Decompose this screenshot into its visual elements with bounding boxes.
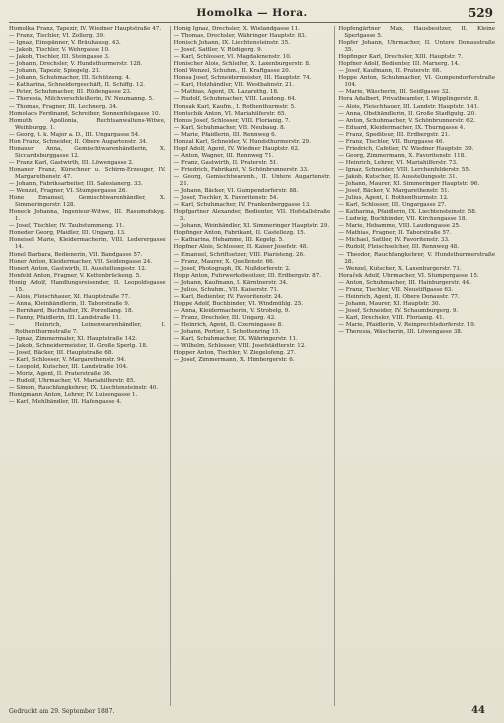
directory-entry: — Josef, Sattler, V. Rüdigerg. 9. — [173, 47, 263, 54]
directory-entry: Honfeld Anton, Fragner, V. Kettenbrückeng. 5. — [9, 272, 141, 279]
directory-entry: Horaček Adolf, Uhrmacher, VI. Stumpergasse 15. — [338, 272, 479, 279]
directory-entry: Hoppe Anton, Schuhmacher, VI. Gumpendorferstraße 104. — [338, 75, 496, 89]
directory-entry: — Johann, Schuhmacher, III. Schützeng. 4. — [9, 75, 131, 82]
directory-entry: — Karl, Drechsler, VIII. Florianig. 41. — [338, 314, 445, 321]
directory-entry: Hopfer Johann, Uhrmacher, II. Untere Donaustraße 35. — [338, 40, 496, 54]
directory-entry: — Karl, Bedienter, IV. Favoritenstr. 24. — [173, 293, 283, 300]
directory-entry: — Anna, Obsthändlerin, II. Große Stadtgutg. 20. — [338, 110, 476, 117]
directory-entry: — Ignaz, Einspänner, V. Bräuhausg. 43. — [9, 40, 121, 47]
directory-entry: — Wenzel, Fragner, VI. Stumpergasse 26. — [9, 188, 128, 195]
directory-entry: — Karl, Schlosser, III. Ungargasse 27. — [338, 202, 447, 209]
directory-entry: — Jakob, Tischler, V. Wehrgasse 10. — [9, 47, 110, 54]
directory-entry: — Eduard, Kleidermacher, IX. Thurngasse 4. — [338, 124, 466, 131]
directory-entry: — Marie, Pfaidlerin, III. Rennweg 6. — [173, 131, 277, 138]
directory-entry: Honaner Franz, Kürschner u. Schirm-Erzeuger, IV. Margarethenstr. 47. — [9, 166, 166, 180]
directory-entry: Hopfinger Karl, Drechsler, XIII. Hauptstr. 7. — [338, 54, 464, 61]
directory-entry: — Johann, Weinhändler, XI. Simmeringer Hauptstr. 29. — [173, 223, 330, 230]
directory-entry: — Josef, Tischler, X. Favoritenstr. 54. — [173, 195, 279, 202]
directory-entry: — Friedrich, Cafetier, IV. Wiedner Hauptstr. 39. — [338, 145, 474, 152]
directory-entry: Hoppe Adolf, Buchbinder, VI. Windmühlg. 25. — [173, 300, 304, 307]
directory-entry: — Jakob, Kutscher, II. Ausstellungsstr. 31. — [338, 173, 458, 180]
directory-entry: — Josef, Zimmermann, X. Himbergerstr. 6. — [173, 357, 295, 364]
directory-entry: Hone Emanuel, Gemischtwarenhändler, X. Simmeringerstr. 128. — [9, 195, 166, 209]
directory-entry: Hopfner Adolf, Bedienter, III. Marxerg. 14. — [338, 61, 460, 68]
directory-entry: — Georg, t. k. Major a. D., III. Ungargasse 54. — [9, 131, 140, 138]
directory-entry: — Katharina, Pfaidlerin, IX. Liechtensteinstr. 58. — [338, 209, 477, 216]
directory-entry: — Theodor, Rauchfangkehrer, V. Hundsthurmerstraße 28. — [338, 251, 496, 265]
directory-entry: Honisch Johann, IX. Liechtensteinstr. 35. — [173, 40, 290, 47]
directory-entry: — Josef, Tischler, IV. Taubstummeng. 11. — [9, 223, 125, 230]
directory-entry: — Franz Karl, Gastwirth, III. Löwengasse 2. — [9, 159, 134, 166]
print-date: Gedruckt am 29. September 1887. — [9, 708, 115, 715]
directory-entry: Honigmann Anton, Lehrer, IV. Luisengasse 1. — [9, 392, 138, 399]
directory-entry: Homolka Franz, Tapezir, IV. Wiedner Hauptstraße 47. — [9, 26, 162, 32]
directory-entry: — Johann, Maurer, XI. Hauptstr. 30. — [338, 300, 441, 307]
entry-columns — [9, 26, 495, 706]
directory-entry: — Thomas, Fragner, III. Lechnerg. 34. — [9, 103, 118, 110]
directory-entry: — Josef, Kaufmann, II. Praterstr. 68. — [338, 68, 442, 75]
directory-entry: — Georg, Gemischtwarenh., II. Untere Augartenstr. 21. — [173, 173, 331, 188]
directory-entry: Homuth Apollonia, Rechtsanwaltens-Witwe, Weihburgg. 1. — [9, 117, 166, 131]
directory-entry: Honischer Alois, Schleifer, X. Laxenburgerstr. 8. — [173, 61, 311, 68]
directory-entry: — Marie, Pfaidlerin, V. Reinprechtsdorferstr. 19. — [338, 321, 476, 328]
directory-entry: — Anton, Wagner, III. Rennweg 71. — [173, 152, 274, 159]
directory-entry: Honer Anton, Kleidermacher, VII. Seidengasse 24. — [9, 258, 153, 265]
directory-entry: Hopper Anton, Tischler, V. Ziegelofeng. 27. — [173, 350, 296, 357]
directory-entry: Honl Wenzel, Schuhm., II. Kraftgasse 20. — [173, 68, 291, 75]
directory-entry: — Wenzel, Kutscher, X. Laxenburgerstr. 71. — [338, 265, 462, 272]
directory-entry: Honus Josef, Schlosser, VIII. Florianig. 7. — [173, 117, 291, 124]
directory-entry: Hora Adalbert, Privatbeamter, I. Wipplingerstr. 8. — [338, 96, 480, 103]
directory-entry: — Anna, Kleinhändlerin, II. Taborstraße 9. — [9, 300, 130, 307]
directory-entry: — Simon, Rauchfangkehrer, IX. Liechtensteinstr. 40. — [9, 385, 159, 392]
running-title: Homolka — Hora. — [196, 7, 308, 19]
directory-entry: — Rudolf, Fleischselcher, III. Rennweg 48. — [338, 244, 459, 251]
page-number: 529 — [467, 6, 493, 20]
directory-entry: — Franz, Tischler, VII. Neustiftgasse 63. — [338, 286, 454, 293]
directory-entry: — Anton, Schuhmacher, III. Hainburgerstr. 44. — [338, 279, 472, 286]
directory-entry: — Katharina, Schneidergeschäft, II. Schiffg. 12. — [9, 82, 145, 89]
directory-entry: — Jakob, Schneidermeister, II. Große Sperlg. 18. — [9, 343, 148, 350]
directory-entry: — Thomas, Drechsler, Währinger Hauptstr. 83. — [173, 33, 307, 40]
directory-entry: — Theresia, Milchverschleißerin, IV. Neumanng. 5. — [9, 96, 154, 103]
directory-entry: — Mathias, Fragner, II. Taborstraße 57. — [338, 230, 452, 237]
directory-entry: — Marie, Hebamme, VIII. Laudongasse 25. — [338, 223, 461, 230]
directory-entry: — Karl, Schuhmacher, IX. Währingerstr. 11. — [173, 336, 298, 343]
directory-entry: Hopf Adolf, Agent, IV. Wiedner Hauptstr. 62. — [173, 145, 300, 152]
sheet-signature: 44 — [471, 705, 485, 716]
page-footer — [9, 706, 495, 718]
directory-entry: Hopfner Alois, Schlosser, II. Kaiser Josefstr. 48. — [173, 244, 309, 251]
directory-entry: — Mathias, Agent, IX. Lazarethg. 18. — [173, 89, 279, 96]
directory-entry: — Julius, Agent, I. Rothenthurmstr. 12. — [338, 195, 449, 202]
directory-entry: — Karl, Schuhmacher, VII. Neubaug. 8. — [173, 124, 286, 131]
column-right — [334, 26, 495, 706]
directory-entry: Honeisel Marie, Kleidermacherin, VIII. Lederergasse 14. — [9, 237, 166, 251]
directory-entry: — Franz, Drechsler, III. Ungarg. 42. — [173, 314, 276, 321]
directory-entry: Honsa Josef, Schneidermeister, III. Hauptstr. 74. — [173, 75, 312, 82]
directory-entry: — Anna, Kleidermacherin, V. Strobelg. 9. — [173, 307, 291, 314]
directory-entry: — Emanuel, Schriftsetzer, VIII. Piaristeng. 26. — [173, 251, 305, 258]
directory-entry: — Heinrich, Lehrer, VI. Mariahilferstr. 73. — [338, 159, 458, 166]
directory-entry: Honeck Johanna, Ingenieur-Witwe, III. Rasumofskyg. 1. — [9, 209, 166, 223]
directory-entry: — Johann, Drechsler, V. Hundsthurmerstr. 128. — [9, 61, 143, 68]
directory-entry: — Peter, Schuhmacher, III. Rüdengasse 23. — [9, 89, 132, 96]
directory-entry: — Julius, Schuhm., VII. Kaiserstr. 71. — [173, 286, 279, 293]
directory-entry: Honig Adolf, Handlungsreisender, II. Leopoldsgasse 15. — [9, 279, 166, 293]
directory-entry: — Fanny, Pfaidlerin, III. Landstraße 11. — [9, 314, 121, 321]
directory-entry: Hopfengärtner Max, Hausbesitzer, II. Kleine Sperlgasse 5. — [338, 26, 496, 40]
column-left — [9, 26, 166, 706]
directory-entry: — Alois, Fleischhauer, XI. Hauptstraße 77. — [9, 293, 130, 300]
directory-entry: — Ludwig, Buchbinder, VII. Kirchengasse 18. — [338, 216, 468, 223]
directory-entry: Hopfgartner Alexander, Bedienter, VII. Hofstallstraße 3. — [173, 209, 331, 223]
directory-entry: — Karl, Mehlhändler, III. Hafengasse 4. — [9, 399, 122, 406]
directory-entry: — Karl, Schuhmacher, IV. Frankenberggasse 13. — [173, 202, 312, 209]
directory-entry: Honeder Georg, Pfaidler, III. Ungarg. 13. — [9, 230, 126, 237]
directory-entry: — Johann, Kaufmann, I. Kärntnerstr. 34. — [173, 279, 288, 286]
directory-entry: — Heinrich, Leinenwarenhändler, I. Rothenthurmstraße 7. — [9, 321, 166, 336]
directory-entry: — Johann, Tapezir, Spiegelg. 21. — [9, 68, 101, 75]
column-middle — [170, 26, 331, 706]
directory-entry: — Johann, Bäcker, VI. Gumpendorferstr. 88. — [173, 188, 299, 195]
directory-entry: — Friedrich, Fabrikant, V. Schönbrunnerstr. 33. — [173, 166, 309, 173]
directory-entry: — Michael, Sattler, IV. Favoritenstr. 33. — [338, 237, 450, 244]
directory-entry: Hontschik Anton, VI. Mariahilferstr. 65. — [173, 110, 287, 117]
directory-entry: — Karl, Schlosser, V. Margarethenstr. 94. — [9, 357, 126, 364]
directory-entry: — Johann, Fabriksarbeiter, III. Salesianerg. 33. — [9, 181, 143, 188]
directory-entry: — Josef, Schneider, IV. Schaumburgerg. 9. — [338, 307, 459, 314]
directory-entry: — Wilhelm, Schlosser, VIII. Josefstädterstr. 12. — [173, 343, 307, 350]
directory-entry: — Alois, Fleischhauer, III. Landstr. Hauptstr. 141. — [338, 103, 479, 110]
directory-entry: Homolacs Ferdinand, Schreiber, Sonnenfelsgasse 10. — [9, 110, 161, 117]
directory-entry: — Ignaz, Zimmermaler, XI. Hauptstraße 142. — [9, 336, 138, 343]
directory-entry: Honig Ignaz, Drechsler, X. Wielandgasse 11. — [173, 26, 300, 32]
directory-entry: — Karl, Schlosser, VI. Magdalenenstr. 10. — [173, 54, 292, 61]
directory-entry: — Josef, Photograph, IX. Nußdorferstr. 2. — [173, 265, 291, 272]
directory-entry: — Katharina, Hebamme, III. Kegelg. 5. — [173, 237, 284, 244]
directory-entry: Hon Franz, Schneider, II. Obere Augartenstr. 34. — [9, 138, 148, 145]
directory-entry: — Franz, Maurer, X. Quellenstr. 66. — [173, 258, 275, 265]
directory-entry: — Leopold, Kutscher, III. Landstraße 104. — [9, 364, 128, 371]
directory-entry: Hopp Anton, Fuhrwerksbesitzer, III. Erdbergstr. 87. — [173, 272, 322, 279]
page-header — [9, 6, 495, 23]
directory-entry: Honauer Anna, Gemischtwarenhändlerin, X. Siccardsburggasse 12. — [9, 145, 166, 159]
directory-entry: — Bernhard, Buchhalter, IX. Porzellang. 18. — [9, 307, 134, 314]
directory-entry: Honzal Karl, Schneider, V. Hundsthurmerstr. 29. — [173, 138, 311, 145]
directory-entry: — Johann, Portier, I. Schottenring 15. — [173, 329, 281, 336]
directory-entry: — Anton, Schuhmacher, V. Schönbrunnerstr. 62. — [338, 117, 476, 124]
directory-entry: — Franz, Gastwirth, II. Praterstr. 51. — [173, 159, 279, 166]
directory-entry: — Marie, Wäscherin, III. Seidlgasse 32. — [338, 89, 451, 96]
directory-entry: — Franz, Spediteur, III. Erdbergstr. 21. — [338, 131, 450, 138]
directory-entry: — Georg, Zimmermann, X. Favoritenstr. 118. — [338, 152, 467, 159]
directory-entry: Honel Barbara, Bedienerin, VII. Bandgasse 57. — [9, 251, 143, 258]
directory-entry: — Heinrich, Agent, II. Obere Donaustr. 77. — [338, 293, 460, 300]
directory-entry: — Josef, Bäcker, V. Margarethenstr. 51. — [338, 188, 450, 195]
directory-entry: — Jakob, Tischler, III. Steingasse 3. — [9, 54, 110, 61]
directory-entry: Hopfinger Anton, Fabrikant, II. Castellezg. 15. — [173, 230, 306, 237]
directory-entry: — Moriz, Agent, II. Praterstraße 36. — [9, 371, 112, 378]
directory-entry: — Ignaz, Schneider, VIII. Lerchenfelderstr. 55. — [338, 166, 471, 173]
directory-entry: — Theresia, Wäscherin, III. Löwengasse 38. — [338, 329, 463, 336]
directory-entry: Honert Anton, Gastwirth, II. Ausstellungsstr. 12. — [9, 265, 147, 272]
directory-entry: — Franz, Tischler, VI. Zollerg. 39. — [9, 33, 105, 40]
directory-entry: — Franz, Tischler, VII. Burggasse 46. — [338, 138, 445, 145]
directory-entry: — Rudolf, Schuhmacher, VIII. Laudong. 64. — [173, 96, 297, 103]
directory-entry: Honsak Karl, Kaufm., I. Rothenthurmstr. 5. — [173, 103, 296, 110]
directory-entry: — Karl, Holzhändler, VII. Westbahnstr. 21. — [173, 82, 294, 89]
directory-entry: — Heinrich, Agent, II. Czerningasse 8. — [173, 321, 283, 328]
directory-entry: — Josef, Bäcker, III. Hauptstraße 68. — [9, 350, 114, 357]
directory-entry: — Johann, Maurer, XI. Simmeringer Hauptstr. 96. — [338, 181, 480, 188]
directory-entry: — Rudolf, Uhrmacher, VI. Mariahilferstr. 85. — [9, 378, 136, 385]
